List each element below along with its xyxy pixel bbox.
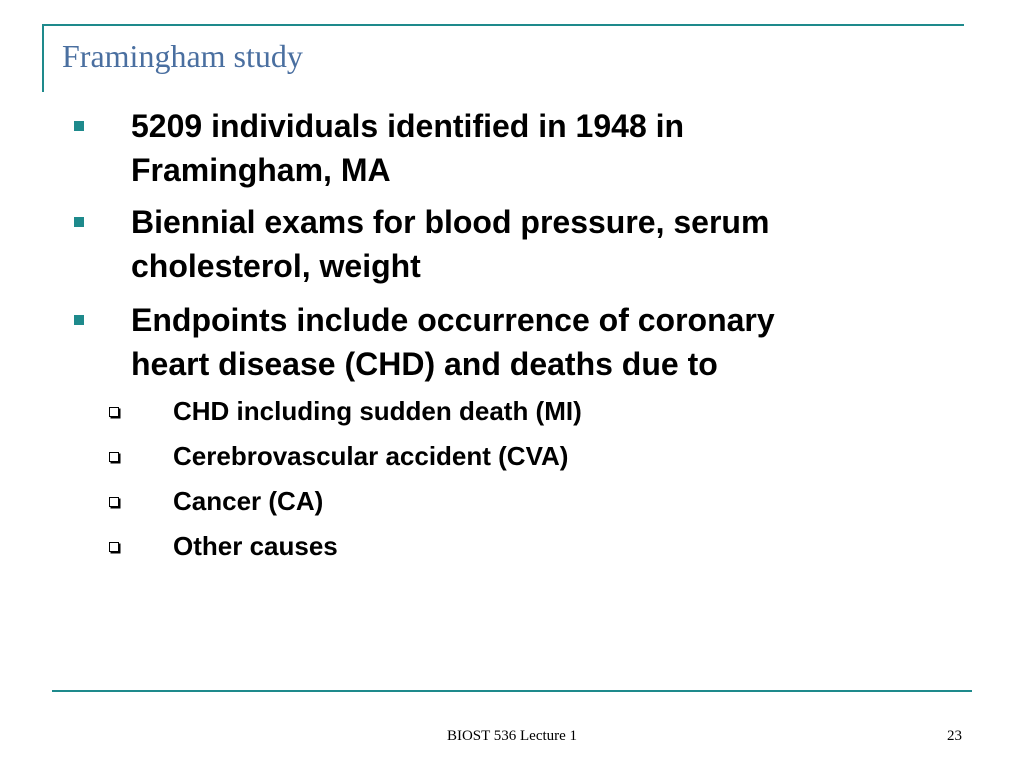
title-accent-horizontal-rule (42, 24, 964, 26)
sub-bullet-text: Other causes (173, 531, 338, 561)
sub-bullet-text: Cancer (CA) (173, 486, 324, 516)
bullet-text (131, 200, 911, 288)
footer-rule (52, 690, 972, 692)
bullet-line: Endpoints include occurrence of coronary (131, 302, 775, 338)
bullet-text (131, 298, 911, 386)
bullet-line: cholesterol, weight (131, 248, 421, 284)
bullet-line: Framingham, MA (131, 152, 391, 188)
hollow-square-bullet-icon (109, 452, 119, 462)
bullet-text (131, 104, 911, 192)
square-bullet-icon (74, 217, 84, 227)
footer-page-number: 23 (947, 728, 962, 744)
bullet-line: heart disease (CHD) and deaths due to (131, 346, 718, 382)
square-bullet-icon (74, 121, 84, 131)
title-accent-vertical-rule (42, 24, 44, 92)
hollow-square-bullet-icon (109, 542, 119, 552)
footer-lecture-label: BIOST 536 Lecture 1 (446, 728, 578, 744)
slide-title: Framingham study (62, 38, 303, 74)
sub-bullet-text: Cerebrovascular accident (CVA) (173, 441, 569, 471)
hollow-square-bullet-icon (109, 407, 119, 417)
bullet-line: 5209 individuals identified in 1948 in (131, 108, 685, 144)
sub-bullet-text: CHD including sudden death (MI) (173, 396, 582, 426)
hollow-square-bullet-icon (109, 497, 119, 507)
bullet-line: Biennial exams for blood pressure, serum (131, 204, 770, 240)
square-bullet-icon (74, 315, 84, 325)
